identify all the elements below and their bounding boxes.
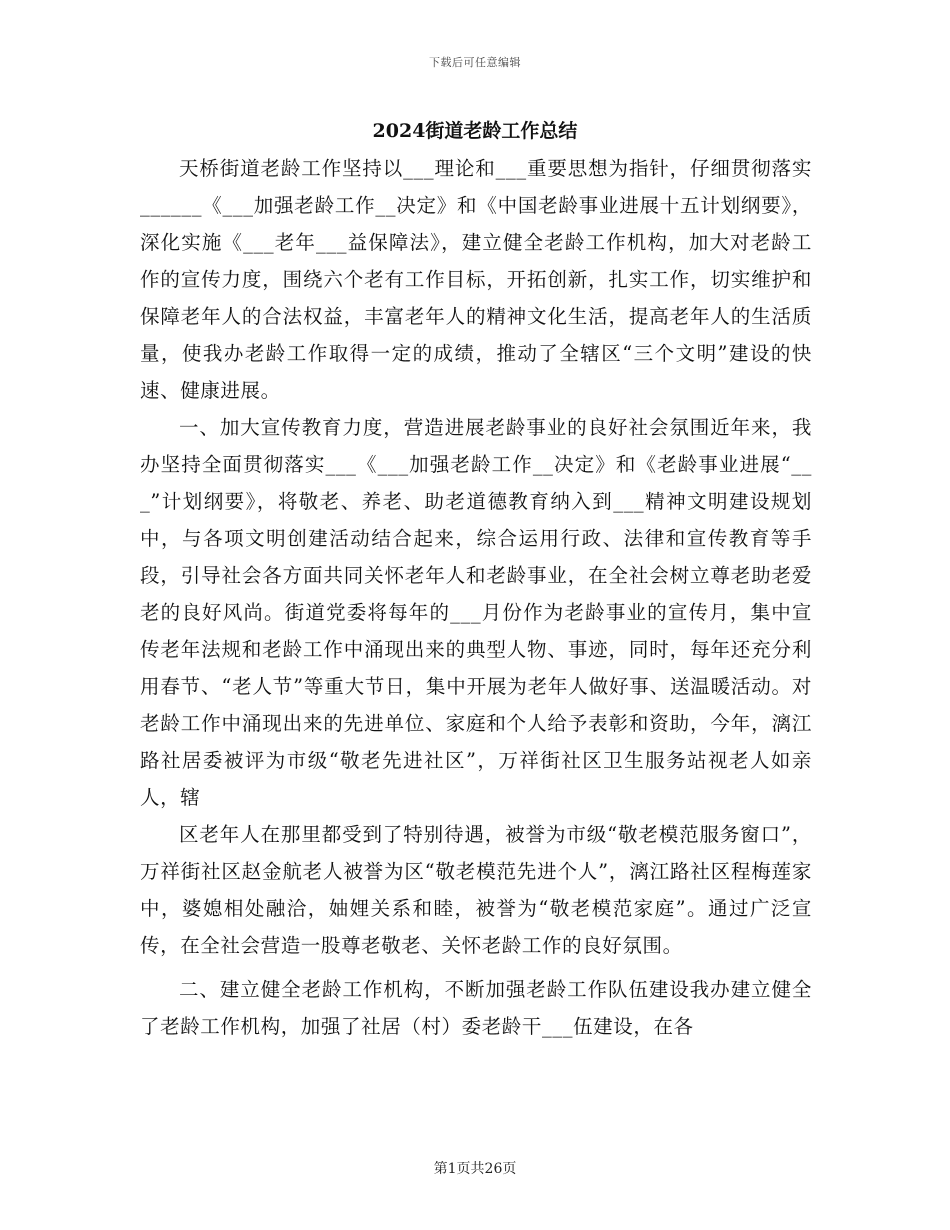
header-note: 下载后可任意编辑 — [429, 56, 521, 69]
paragraph-section-2: 二、建立健全老龄工作机构，不断加强老龄工作队伍建设我办建立健全了老龄工作机构，加强了社居（村）委老龄干___伍建设，在各 — [140, 978, 812, 1038]
paragraph-section-1: 一、加大宣传教育力度，营造进展老龄事业的良好社会氛围近年来，我办坚持全面贯彻落实___《___加强老龄工作__决定》和《老龄事业进展“___”计划纲要》，将敬老、养老、助老道德教育纳入到___精神文明建设规划中，与各项文明创建活动结合起来，综合运用行政、法律和宣传教育等手段，引导社会各方面共同关怀老年人和老龄事业，在全社会树立尊老助老爱老的良好风尚。街道党委将每年的___月份作为老龄事业的宣传月，集中宣传老年法规和老龄工作中涌现出来的典型人物、事迹，同时，每年还充分利用春节、“老人节”等重大节日，集中开展为老年人做好事、送温暖活动。对老龄工作中涌现出来的先进单位、家庭和个人给予表彰和资助，今年，漓江路社居委被评为市级“敬老先进社区”，万祥街社区卫生服务站视老人如亲人，辖 — [140, 416, 812, 809]
document-title: 2024街道老龄工作总结 — [372, 120, 578, 142]
paragraph-intro: 天桥街道老龄工作坚持以___理论和___重要思想为指针，仔细贯彻落实______《___加强老龄工作__决定》和《中国老龄事业进展十五计划纲要》，深化实施《___老年___益保障法》，建立健全老龄工作机构，加大对老龄工作的宣传力度，围绕六个老有工作目标，开拓创新，扎实工作，切实维护和保障老年人的合法权益，丰富老年人的精神文化生活，提高老年人的生活质量，使我办老龄工作取得一定的成绩，推动了全辖区“三个文明”建设的快速、健康进展。 — [140, 157, 812, 402]
page-number: 第1页共26页 — [433, 1161, 517, 1177]
paragraph-section-1-continued: 区老年人在那里都受到了特别待遇，被誉为市级“敬老模范服务窗口”，万祥街社区赵金航老人被誉为区“敬老模范先进个人”，漓江路社区程梅莲家中，婆媳相处融洽，妯娌关系和睦，被誉为“敬老模范家庭”。通过广泛宣传，在全社会营造一股尊老敬老、关怀老龄工作的良好氛围。 — [140, 823, 812, 957]
document-body — [140, 150, 812, 1045]
